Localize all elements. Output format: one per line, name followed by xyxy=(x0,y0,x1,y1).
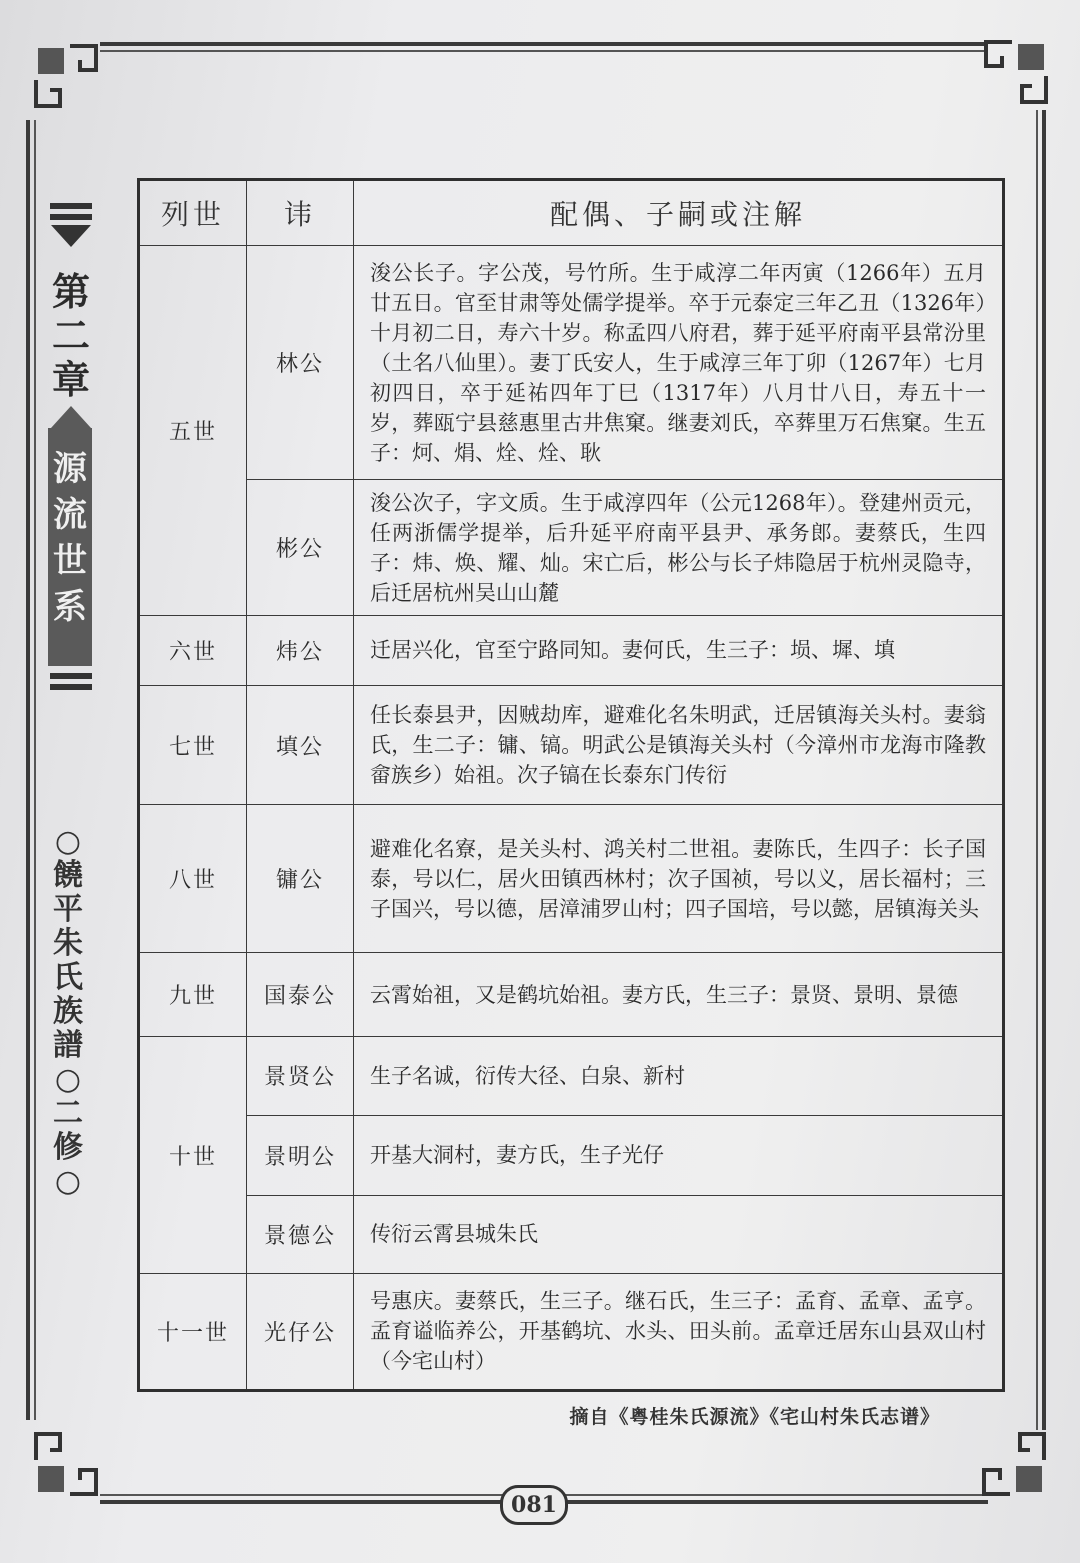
section-title: 源流世系 xyxy=(48,428,92,666)
header-name: 讳 xyxy=(247,180,354,246)
name-cell: 国泰公 xyxy=(247,953,354,1037)
generation-cell: 八世 xyxy=(139,805,247,953)
note-cell: 浚公次子，字文质。生于咸淳四年（公元1268年）。登建州贡元，任两浙儒学提举，后升延平府南平县尹、承务郎。妻蔡氏，生四子：炜、焕、耀、灿。宋亡后，彬公与长子炜隐居于杭州灵隐寺，后迁居杭州吴山山麓 xyxy=(354,480,1004,616)
table-row xyxy=(139,805,1004,953)
table-row xyxy=(139,480,1004,616)
name-cell: 光仔公 xyxy=(247,1273,354,1390)
name-cell: 景明公 xyxy=(247,1115,354,1195)
note-cell: 生子名诚，衍传大径、白泉、新村 xyxy=(354,1037,1004,1115)
table-row xyxy=(139,1195,1004,1273)
genealogy-table xyxy=(137,178,1005,1392)
frame-top xyxy=(100,42,988,46)
table-row xyxy=(139,685,1004,804)
frame-right-inner xyxy=(1036,110,1038,1430)
page-number: 081 xyxy=(500,1485,568,1525)
generation-cell: 七世 xyxy=(139,685,247,804)
name-cell: 彬公 xyxy=(247,480,354,616)
divider xyxy=(50,673,92,679)
corner-ornament-bottom-left xyxy=(30,1430,100,1500)
name-cell: 景贤公 xyxy=(247,1037,354,1115)
generation-cell: 十一世 xyxy=(139,1273,247,1390)
note-cell: 云霄始祖，又是鹤坑始祖。妻方氏，生三子：景贤、景明、景德 xyxy=(354,953,1004,1037)
sidebar-top-bars xyxy=(50,198,92,247)
generation-cell: 五世 xyxy=(139,246,247,616)
frame-left-inner xyxy=(34,120,36,1420)
note-cell: 迁居兴化，官至宁路同知。妻何氏，生三子：埙、墀、填 xyxy=(354,616,1004,686)
header-notes: 配偶、子嗣或注解 xyxy=(354,180,1004,246)
generation-cell: 九世 xyxy=(139,953,247,1037)
genealogy-table-container xyxy=(137,178,1005,1392)
sidebar-bottom-bars xyxy=(50,668,92,695)
chapter-title: 第二章 xyxy=(51,269,90,402)
name-cell: 林公 xyxy=(247,246,354,480)
generation-cell: 十世 xyxy=(139,1037,247,1273)
note-cell: 任长泰县尹，因贼劫库，避难化名朱明武，迁居镇海关头村。妻翁氏，生二子：镛、镐。明武公是镇海关头村（今漳州市龙海市隆教畲族乡）始祖。次子镐在长泰东门传衍 xyxy=(354,685,1004,804)
header-generation: 列世 xyxy=(139,180,247,246)
note-cell: 浚公长子。字公茂，号竹所。生于咸淳二年丙寅（1266年）五月廿五日。官至甘肃等处儒学提举。卒于元泰定三年乙丑（1326年）十月初二日，寿六十岁。称孟四八府君，葬于延平府南平县常汾里（土名八仙里）。妻丁氏安人，生于咸淳三年丁卯（1267年）七月初四日，卒于延祐四年丁巳（1317年）八月廿八日，寿五十一岁，葬瓯宁县慈惠里古井焦窠。继妻刘氏，卒葬里万石焦窠。生五子：炣、焆、烇、烇、耿 xyxy=(354,246,1004,480)
name-cell: 填公 xyxy=(247,685,354,804)
note-cell: 传衍云霄县城朱氏 xyxy=(354,1195,1004,1273)
table-header-row xyxy=(139,180,1004,246)
table-row xyxy=(139,953,1004,1037)
table-row xyxy=(139,616,1004,686)
name-cell: 镛公 xyxy=(247,805,354,953)
note-cell: 避难化名寮，是关头村、鸿关村二世祖。妻陈氏，生四子：长子国泰，号以仁，居火田镇西林村；次子国祯，号以义，居长福村；三子国兴，号以德，居漳浦罗山村；四子国培，号以懿，居镇海关头 xyxy=(354,805,1004,953)
frame-right xyxy=(1042,110,1046,1430)
frame-top-inner xyxy=(100,50,988,52)
generation-cell: 六世 xyxy=(139,616,247,686)
note-cell: 号惠庆。妻蔡氏，生三子。继石氏，生三子：孟育、孟章、孟亨。孟育谥临养公，开基鹤坑、水头、田头前。孟章迁居东山县双山村（今宅山村） xyxy=(354,1273,1004,1390)
corner-ornament-top-right xyxy=(982,36,1052,106)
source-citation: 摘自《粤桂朱氏源流》《宅山村朱氏志谱》 xyxy=(569,1406,940,1428)
table-row xyxy=(139,1037,1004,1115)
chevron-down-icon xyxy=(51,225,91,247)
corner-ornament-top-left xyxy=(30,40,100,110)
note-cell: 开基大洞村，妻方氏，生子光仔 xyxy=(354,1115,1004,1195)
table-row xyxy=(139,1273,1004,1390)
corner-ornament-bottom-right xyxy=(980,1430,1050,1500)
name-cell: 炜公 xyxy=(247,616,354,686)
table-row xyxy=(139,246,1004,480)
book-title: ○饒平朱氏族譜○二修○ xyxy=(53,824,83,1199)
table-row xyxy=(139,1115,1004,1195)
divider xyxy=(50,684,92,690)
frame-left xyxy=(26,120,30,1420)
divider xyxy=(50,203,92,209)
name-cell: 景德公 xyxy=(247,1195,354,1273)
divider xyxy=(50,214,92,220)
chevron-up-icon xyxy=(51,406,91,428)
